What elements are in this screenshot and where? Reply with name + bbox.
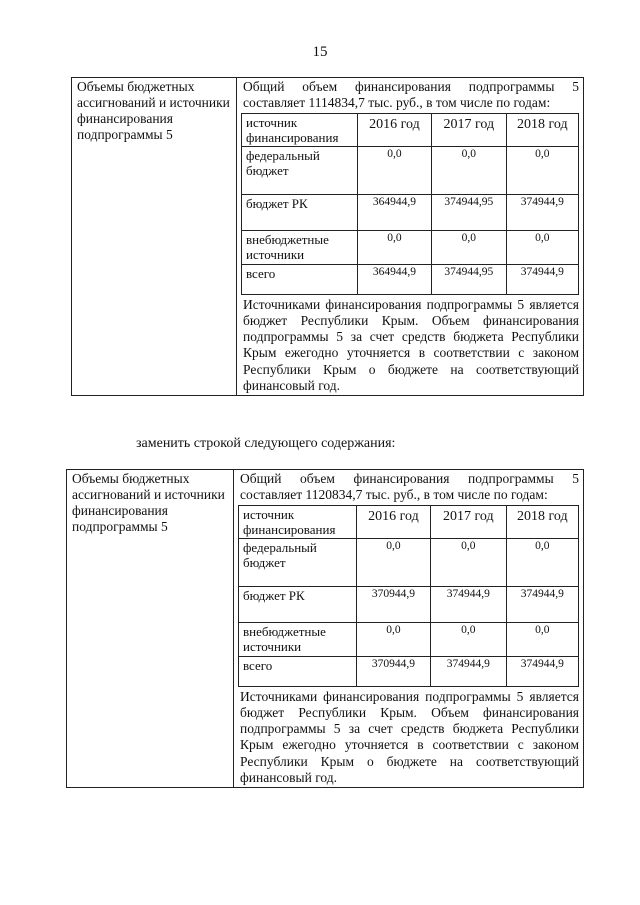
- cell-value: 0,0: [356, 538, 430, 586]
- cell-value: 374944,9: [506, 586, 578, 622]
- row-name: внебюджетные источники: [242, 230, 358, 264]
- table-row: [242, 230, 579, 264]
- cell-value: 374944,9: [506, 656, 578, 686]
- cell-value: 0,0: [431, 538, 506, 586]
- header-2017: 2017 год: [431, 505, 506, 538]
- cell-value: 374944,95: [432, 194, 506, 230]
- cell-value: 374944,9: [506, 194, 578, 230]
- row-name: федеральный бюджет: [239, 538, 357, 586]
- new-label-cell: Объемы бюджетных ассигнований и источники финансирования подпрограммы 5: [67, 470, 234, 788]
- old-intro-text: Общий объем финансирования подпрограммы 5 составляет 1114834,7 тыс. руб., в том числе по годам:: [243, 79, 579, 111]
- row-name: всего: [239, 656, 357, 686]
- header-2018: 2018 год: [506, 113, 578, 146]
- cell-value: 374944,9: [431, 656, 506, 686]
- header-2016: 2016 год: [357, 113, 431, 146]
- cell-value: 0,0: [356, 622, 430, 656]
- table-row: [242, 264, 579, 294]
- cell-value: 374944,95: [432, 264, 506, 294]
- new-funding-table: [238, 505, 579, 687]
- new-note-text: Источниками финансирования подпрограммы 5 является бюджет Республики Крым. Объем финансирования подпрограммы 5 за счет средств бюджета Республики Крым ежегодно уточняется в соответствии с законом Республики Крым о бюджете на соответствующий финансовый год.: [240, 688, 579, 786]
- old-funding-table: [241, 113, 579, 295]
- cell-value: 0,0: [506, 622, 578, 656]
- page-number: 15: [312, 44, 328, 60]
- table-row: [239, 538, 579, 586]
- table-row: [239, 586, 579, 622]
- row-name: бюджет РК: [242, 194, 358, 230]
- header-2016: 2016 год: [356, 505, 430, 538]
- cell-value: 374944,9: [431, 586, 506, 622]
- header-source: источник финансирования: [242, 113, 358, 146]
- row-name: всего: [242, 264, 358, 294]
- cell-value: 0,0: [357, 230, 431, 264]
- table-row: [242, 146, 579, 194]
- new-content-cell: [234, 470, 584, 788]
- header-2017: 2017 год: [432, 113, 506, 146]
- old-passport-table: [71, 77, 584, 396]
- cell-value: 0,0: [506, 538, 578, 586]
- cell-value: 370944,9: [356, 586, 430, 622]
- row-name: федеральный бюджет: [242, 146, 358, 194]
- old-note-text: Источниками финансирования подпрограммы 5 является бюджет Республики Крым. Объем финансирования подпрограммы 5 за счет средств бюджета Республики Крым ежегодно уточняется в соответствии с законом Республики Крым о бюджете на соответствующий финансовый год.: [243, 296, 579, 394]
- cell-value: 0,0: [357, 146, 431, 194]
- old-content-cell: [237, 78, 584, 396]
- cell-value: 0,0: [506, 230, 578, 264]
- cell-value: 0,0: [506, 146, 578, 194]
- cell-value: 374944,9: [506, 264, 578, 294]
- cell-value: 0,0: [432, 146, 506, 194]
- header-2018: 2018 год: [506, 505, 578, 538]
- old-label-cell: Объемы бюджетных ассигнований и источники финансирования подпрограммы 5: [72, 78, 237, 396]
- table-row: [242, 194, 579, 230]
- cell-value: 0,0: [432, 230, 506, 264]
- table-row: [239, 656, 579, 686]
- new-passport-table: [66, 469, 584, 788]
- table-row: [239, 622, 579, 656]
- cell-value: 370944,9: [356, 656, 430, 686]
- row-name: бюджет РК: [239, 586, 357, 622]
- new-intro-text: Общий объем финансирования подпрограммы 5 составляет 1120834,7 тыс. руб., в том числе по годам:: [240, 471, 579, 503]
- cell-value: 0,0: [431, 622, 506, 656]
- cell-value: 364944,9: [357, 264, 431, 294]
- row-name: внебюджетные источники: [239, 622, 357, 656]
- cell-value: 364944,9: [357, 194, 431, 230]
- header-source: источник финансирования: [239, 505, 357, 538]
- replace-instruction: заменить строкой следующего содержания:: [136, 436, 396, 451]
